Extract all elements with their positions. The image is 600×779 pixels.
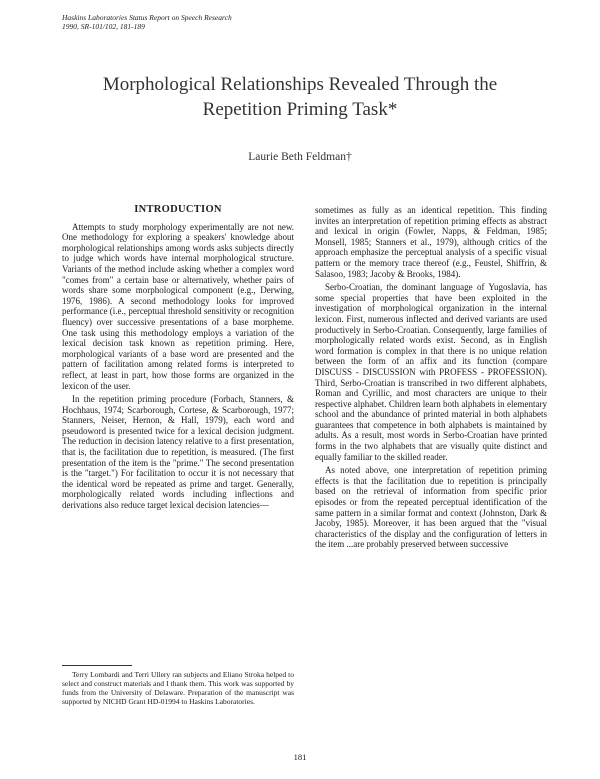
- body-paragraph: As noted above, one interpretation of repetition priming effects is that the facilitation due to repetition is principally based on the retrieval of information from specific prior episodes or from the repeated perceptual identification of the same pattern in a similar format and context (Johnston, Dark & Jacoby, 1985). Moreover, it has been argued that the "visual characteristics of the display and the configuration of letters in the item ...are probably preserved between successive: [315, 465, 547, 550]
- header-line-journal: Haskins Laboratories Status Report on Speech Research: [62, 13, 232, 22]
- footnote-divider: [62, 665, 132, 666]
- title-line-2: Repetition Priming Task*: [202, 99, 398, 120]
- author-name: Laurie Beth Feldman†: [248, 151, 352, 163]
- body-paragraph: Attempts to study morphology experimentally are not new. One methodology for exploring a speakers' knowledge about morphological relationships among words asks subjects directly to judge which words have internal morphological structure. Variants of the method include asking whether a complex word "comes from" a certain base or alternatively, whether pairs of words share some morphological component (e.g., Derwing, 1976, 1986). A second methodology looks for improved performance (i.e., perceptual threshold sensitivity or recognition fluency) over successive presentations of a base morpheme. One task using this methodology employs a variation of the lexical decision task known as repetition priming. Here, morphological variants of a base word are presented and the pattern of facilitation among related forms is interpreted to reflect, at least in part, how those forms are organized in the lexicon of the user.: [62, 221, 294, 391]
- running-header: [62, 13, 232, 31]
- body-paragraph: sometimes as fully as an identical repetition. This finding invites an interpretation of repetition priming effects as abstract and lexical in origin (Fowler, Napps, & Feldman, 1985; Monsell, 1985; Stanners et al., 1979), although critics of the approach emphasize the perceptual analysis of a specific visual pattern or the memory trace thereof (e.g., Feustel, Shiffrin, & Salasoo, 1983; Jacoby & Brooks, 1984).: [315, 205, 547, 279]
- right-column: [315, 205, 547, 553]
- left-column: [62, 205, 294, 514]
- section-heading-introduction: INTRODUCTION: [134, 204, 222, 215]
- body-paragraph: Serbo-Croatian, the dominant language of Yugoslavia, has some special properties that have been exploited in the investigation of morphological organization in the internal lexicon. First, numerous inflected and derived variants are used productively in Serbo-Croatian. Consequently, large families of morphologically related words exist. Second, as in English word formation is complex in that there is no unique relation between the form of an affix and its function (compare DISCUSS - DISCUSSION with PROFESS - PROFESSION). Third, Serbo-Croatian is transcribed in two different alphabets, Roman and Cyrillic, and most characters are unique to their respective alphabet. Children learn both alphabets in elementary school and the abundance of printed material in both alphabets guarantees that competence in both alphabets is maintained by adults. As a result, most words in Serbo-Croatian have printed forms in the two alphabets that are visually quite distinct and equally familiar to the skilled reader.: [315, 282, 547, 462]
- page-number: 181: [293, 752, 307, 762]
- body-paragraph: In the repetition priming procedure (Forbach, Stanners, & Hochhaus, 1974; Scarborough, Cortese, & Scarborough, 1977; Stanners, Neiser, Hernon, & Hall, 1979), each word and pseudoword is presented twice for a lexical decision judgment. The reduction in decision latency relative to a first presentation, that is, the facilitation due to repetition, is measured. (The first presentation of the item is the "prime." The second presentation is the "target.") For facilitation to occur it is not necessary that the identical word be repeated as prime and target. Generally, morphologically related words including inflections and derivations also reduce target lexical decision latencies—: [62, 394, 294, 511]
- header-line-volume: 1990, SR-101/102, 181-189: [62, 22, 145, 31]
- footnote: [62, 670, 294, 706]
- footnote-text: Terry Lombardi and Terri Ullery ran subjects and Eliano Stroka helped to select and construct materials and I thank them. This work was supported by funds from the University of Delaware. Preparation of the manuscript was supported by NICHD Grant HD-01994 to Haskins Laboratories.: [62, 670, 294, 706]
- title-line-1: Morphological Relationships Revealed Through the: [102, 74, 498, 95]
- paper-title: [40, 72, 560, 122]
